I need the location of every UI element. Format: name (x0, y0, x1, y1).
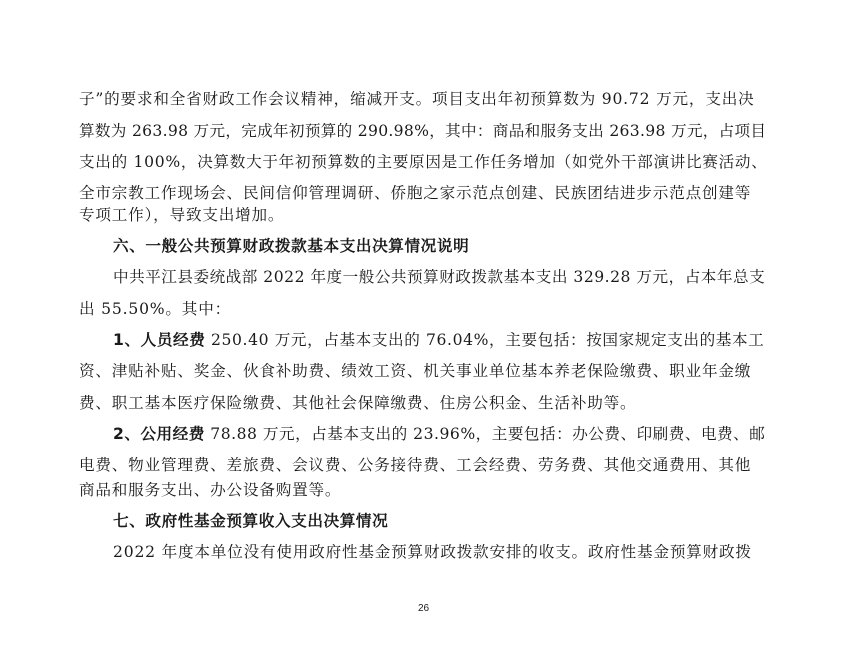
section-heading-7: 七、政府性基金预算收入支出决算情况 (113, 512, 389, 530)
paragraph-line: 费、职工基本医疗保险缴费、其他社会保障缴费、住房公积金、生活补助等。 (79, 394, 637, 412)
paragraph-line: 支出的 100%，决算数大于年初预算数的主要原因是工作任务增加（如党外干部演讲比赛活动、 (79, 153, 768, 171)
personnel-expense-line (113, 330, 764, 350)
page-number: 26 (417, 603, 430, 614)
public-expense-text: 78.88 万元，占基本支出的 23.96%，主要包括：办公费、印刷费、电费、邮 (204, 425, 766, 443)
paragraph-line: 电费、物业管理费、差旅费、会议费、公务接待费、工会经费、劳务费、其他交通费用、其他 (79, 456, 752, 474)
paragraph-line: 全市宗教工作现场会、民间信仰管理调研、侨胞之家示范点创建、民族团结进步示范点创建等 (79, 184, 752, 202)
section-heading-6: 六、一般公共预算财政拨款基本支出决算情况说明 (113, 237, 470, 255)
paragraph-line: 资、津贴补贴、奖金、伙食补助费、绩效工资、机关事业单位基本养老保险缴费、职业年金缴 (79, 362, 752, 380)
public-expense-label: 2、公用经费 (113, 425, 205, 443)
paragraph-line: 子”的要求和全省财政工作会议精神，缩减开支。项目支出年初预算数为 90.72 万元，支出决 (79, 90, 755, 108)
paragraph-line: 专项工作），导致支出增加。 (79, 206, 285, 224)
paragraph-line: 出 55.50%。其中： (79, 300, 231, 318)
paragraph-line: 中共平江县委统战部 2022 年度一般公共预算财政拨款基本支出 329.28 万元，占本年总支 (113, 268, 766, 286)
personnel-expense-label: 1、人员经费 (113, 331, 206, 349)
personnel-expense-text: 250.40 万元，占基本支出的 76.04%，主要包括：按国家规定支出的基本工 (205, 331, 765, 349)
paragraph-line: 算数为 263.98 万元，完成年初预算的 290.98%，其中：商品和服务支出 263.98 万元，占项目 (79, 122, 767, 140)
paragraph-line: 2022 年度本单位没有使用政府性基金预算财政拨款安排的收支。政府性基金预算财政拨 (113, 543, 752, 561)
paragraph-line: 商品和服务支出、办公设备购置等。 (79, 481, 342, 499)
public-expense-line (113, 424, 765, 444)
